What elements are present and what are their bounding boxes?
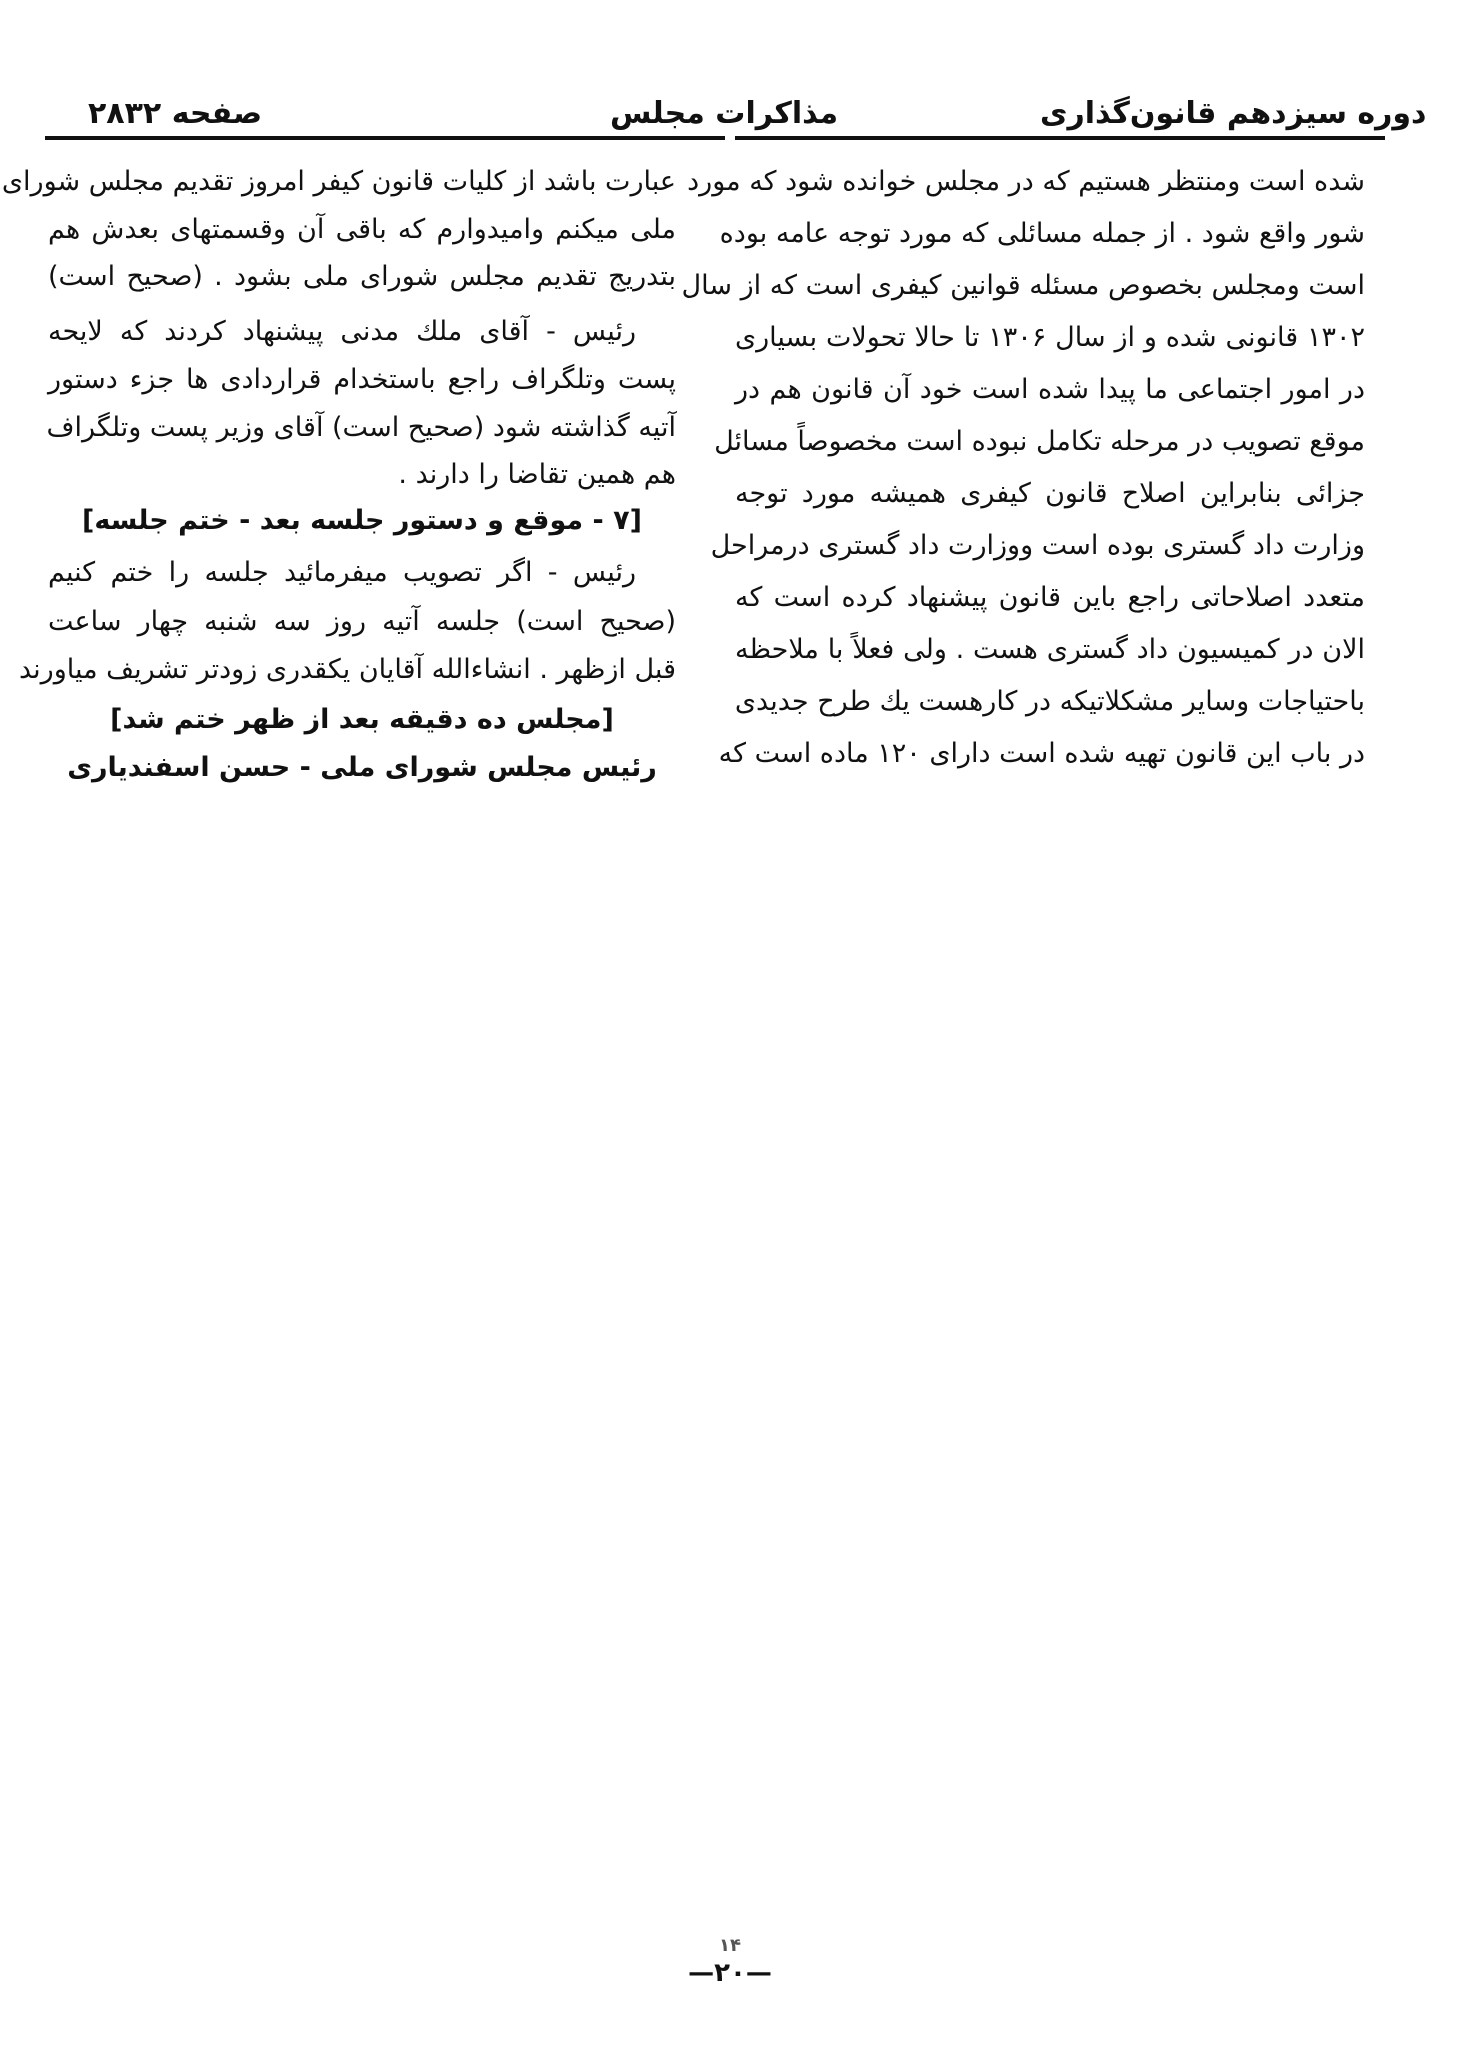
text-line: جزائی بنابراین اصلاح قانون کیفری همیشه مورد توجه <box>735 478 1365 509</box>
text-line: شور واقع شود . از جمله مسائلی که مورد توجه عامه بوده <box>719 218 1365 249</box>
text-line: عبارت باشد از کلیات قانون کیفر امروز تقدیم مجلس شورای <box>1 166 676 197</box>
text-line: بتدریج تقدیم مجلس شورای ملی بشود . (صحیح است) <box>48 261 676 292</box>
text-line: قبل ازظهر . انشاءالله آقایان یکقدری زودتر تشریف میاورند <box>19 654 676 685</box>
session-end-note: [مجلس ده دقیقه بعد از ظهر ختم شد] <box>110 704 614 735</box>
text-line: رئیس - آقای ملك مدنی پیشنهاد کردند که لایحه <box>48 316 636 347</box>
text-line: آتیه گذاشته شود (صحیح است) آقای وزیر پست وتلگراف <box>46 412 676 443</box>
footer-page-number: —۲۰— <box>688 1958 772 1988</box>
text-line: شده است ومنتظر هستیم که در مجلس خوانده شود که مورد <box>687 166 1365 197</box>
left-column <box>1 0 676 900</box>
text-line: باحتیاجات وسایر مشکلاتیکه در کارهست یك طرح جدیدی <box>734 686 1365 717</box>
page-number-label: صفحه ۲۸۳۲ <box>88 96 263 131</box>
text-line: است ومجلس بخصوص مسئله قوانین کیفری است که از سال <box>681 270 1365 301</box>
publication-title: مذاکرات مجلس <box>610 96 839 131</box>
text-line: رئیس - اگر تصویب میفرمائید جلسه را ختم کنیم <box>48 557 636 588</box>
text-line: هم همین تقاضا را دارند . <box>398 459 676 490</box>
text-line: (صحیح است) جلسه آتیه روز سه شنبه چهار ساعت <box>48 606 676 637</box>
page-number: ۲۰ <box>714 1958 746 1988</box>
text-line: در باب این قانون تهیه شده است دارای ۱۲۰ ماده است که <box>718 738 1365 769</box>
text-line: الان در کمیسیون داد گستری هست . ولی فعلاً با ملاحظه <box>735 634 1365 665</box>
text-line: متعدد اصلاحاتی راجع باین قانون پیشنهاد کرده است که <box>735 582 1365 613</box>
text-line: در امور اجتماعی ما پیدا شده است خود آن قانون هم در <box>735 374 1365 405</box>
footer-note: ۱۴ <box>719 1935 741 1956</box>
text-line: پست وتلگراف راجع باستخدام قراردادی ها جزء دستور <box>48 364 676 395</box>
session-title: دوره سیزدهم قانون‌گذاری <box>1040 96 1427 131</box>
text-line: ۱۳۰۲ قانونی شده و از سال ۱۳۰۶ تا حالا تحولات بسیاری <box>735 322 1365 353</box>
section-heading: [۷ - موقع و دستور جلسه بعد - ختم جلسه] <box>82 505 642 536</box>
signature-line: رئیس مجلس شورای ملی - حسن اسفندیاری <box>67 752 657 783</box>
text-line: وزارت داد گستری بوده است ووزارت داد گستری درمراحل <box>710 530 1365 561</box>
text-line: ملی میکنم وامیدوارم که باقی آن وقسمتهای بعدش هم <box>48 214 676 245</box>
text-line: موقع تصویب در مرحله تکامل نبوده است مخصوصاً مسائل <box>714 426 1365 457</box>
